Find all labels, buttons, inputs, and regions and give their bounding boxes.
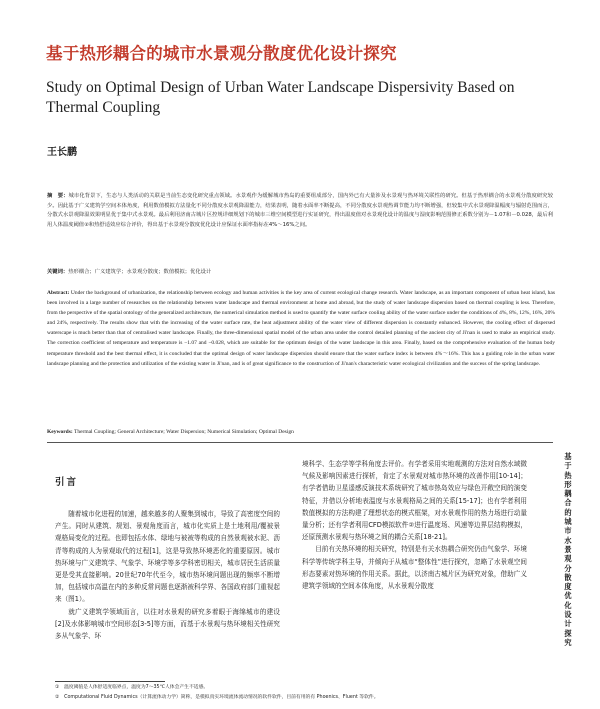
section-divider bbox=[47, 442, 553, 443]
keywords-cn bbox=[47, 268, 553, 278]
abstract-en bbox=[47, 288, 555, 369]
footnote-divider bbox=[55, 681, 165, 682]
abstract-en-label: Abstract: bbox=[47, 290, 70, 296]
footnote: ② Computational Fluid Dynamics（计算流体动力学）简称，是模拟真实环境流体流动情况的软件软件，目前有用的有 Phoenics、Fluent 等软件。 bbox=[55, 695, 379, 700]
keywords-en-label: Keywords: bbox=[47, 429, 73, 435]
abstract-en-text: Under the background of urbanization, the relationship between ecology and human activities is the key area of current ecological change research. Water landscape, as an important component of urban heat island, has been involved in a large number of researches on the relationship between water landscape and thermal environment at home and abroad, but the study of water landscape dispersion based on thermal coupling is less. Therefore, from the perspective of the spatial ontology of the generalized architecture, the numerical simulation method is used to quantify the water surface cooling ability of the water surface under the conditions of 4%, 8%, 12%, 16%, 20% and 24%, respectively. The results show that with the increasing of the water surface rate, the heat adjustment ability of the water view of different dispersion is constantly enhanced. However, the cooling effect of dispersed waterscape is much better than that of centralised water landscape. Finally, the three-dimensional spatial model of the urban area under the control detailed planning of the ancient city of Ji'nan is used to make an empirical study. The correction coefficient of temperature and temperature is −1.07 and −0.028, which are suitable for the optimum design of the water landscape in this area. Finally, based on the comprehensive evaluation of the human body temperature threshold and the best thermal effect, it is concluded that the optimal design of water landscape dispersion should ensure that the water surface index is between 4%～16%. This has a guiding role in the urban water landscape planning and the protection and utilization of the existing water in Ji'nan, and is of great significance to the construction of Ji'nan's characteristic water ecological civilization and the success of the spring landscape. bbox=[47, 290, 556, 367]
right-paragraph: 目前有关热环境的相关研究，特别是有关水热耦合研究仍由气象学、环境科学等传统学科主导，并倾向于从城市“整体性”进行探究，忽略了水景观空间形态要素对热环境的作用关系。据此，以济南古城片区为研究对象，借助广义建筑学领域的空间本体角度，从水景观分散度 bbox=[302, 545, 527, 591]
footnote: ① 温度阈值是人体舒适度临界点，温度为7～35℃人体会产生不适感。 bbox=[55, 685, 209, 690]
section-heading: 引言 bbox=[55, 477, 79, 488]
side-running-title: 基于热形耦合的城市水景观分散度优化设计探究 bbox=[564, 452, 572, 647]
abstract-cn-label: 摘 要： bbox=[47, 193, 69, 199]
title-cn: 基于热形耦合的城市水景观分散度优化设计探究 bbox=[46, 44, 397, 63]
author: 王长鹏 bbox=[47, 147, 77, 158]
abstract-cn-text: 城市化背景下，生态与人类活动的关联是当前生态变化研究重点领域。水景观作为缓解城市热岛的重要组成部分，国内外已有大量涉及水景观与热环境关联性的研究。但基于热形耦合的水景观分散度研究较少。因此基于广义建筑学空间本体角度，利用数值模拟方法量化不同分散度水景观降温能力，结果表明，随着水面率不断提高，不同分散度水景观热调节能力均不断增强，但较集中式水景观降温幅度与辐射范围而言，分散式水景观降温效果明显优于集中式水景观。最后利用济南古城片区控规详细规划下的城市三维空间模型进行实证研究，得出温度值对水景观化设计的温度与湿度影响范围修正系数分别为－1.07和－0.028，最后利用人体温度阈值②和热舒适效应综合评价，得出基于水景观分散度优化设计应保证水面率指标在4%～16%之间。 bbox=[47, 193, 553, 228]
keywords-cn-text: 热形耦合；广义建筑学；水景观分散度；数值模拟；优化设计 bbox=[68, 269, 212, 275]
right-paragraph: 境科学、生态学等学科角度去评价。有学者采用实地观测的方法对自然水域微气候及影响因素进行探析，肯定了水景观对城市热环境的改善作用[10-14]；有学者借助卫星遥感反演技术系统研究了城市热岛效应与绿色开敞空间的演变特征，并借以分析地表温度与水景观格局之间的关系[15-17]；也有学者利用数值模拟的方法构建了理想状态的模式框架，对水景观作用的热力场进行动量量分析；还有学者利用CFD模拟软件②进行温度场、风速等边界层结构模拟，还原预测水景观与热环境之间的耦合关系[18-21]。 bbox=[302, 460, 527, 542]
left-paragraph: 就广义建筑学领域而言，以往对水景观的研究多着眼于海绵城市的建设[2]及水体影响城市空间形态[3-5]等方面，而基于水景观与热环境相关性研究多从气象学、环 bbox=[55, 607, 280, 641]
keywords-en bbox=[47, 427, 555, 437]
title-en: Study on Optimal Design of Urban Water Landscape Dispersivity Based on Thermal Coupling bbox=[46, 79, 515, 116]
keywords-en-text: Thermal Coupling; General Architecture; Water Dispersion; Numerical Simulation; Optimal Design bbox=[73, 429, 294, 435]
left-paragraph: 随着城市化进程的加速，越来越多的人聚集到城市，导致了高密度空间的产生。同时从建筑、规划、景观角度而言，城市化实质上是土地利用/覆被景观格局变化的过程。也即包括水体、绿地与被被等构成的自然景观被水泥、沥青等构成的人为景观取代的过程[1]，这是导致热环境恶化的重要原因。城市热环境与广义建筑学、气象学、环境学等多学科密切相关，城市居民生活质量更是受其直接影响。20世纪70年代至今，城市热环境问题出现的频率不断增加，包括城市高温在内的多种反常问题也逐渐被科学界、各国政府部门重视起来（图1）。 bbox=[55, 510, 280, 604]
keywords-cn-label: 关键词： bbox=[47, 269, 69, 275]
abstract-cn bbox=[47, 192, 553, 230]
right-column bbox=[302, 458, 527, 592]
left-column bbox=[55, 508, 280, 642]
